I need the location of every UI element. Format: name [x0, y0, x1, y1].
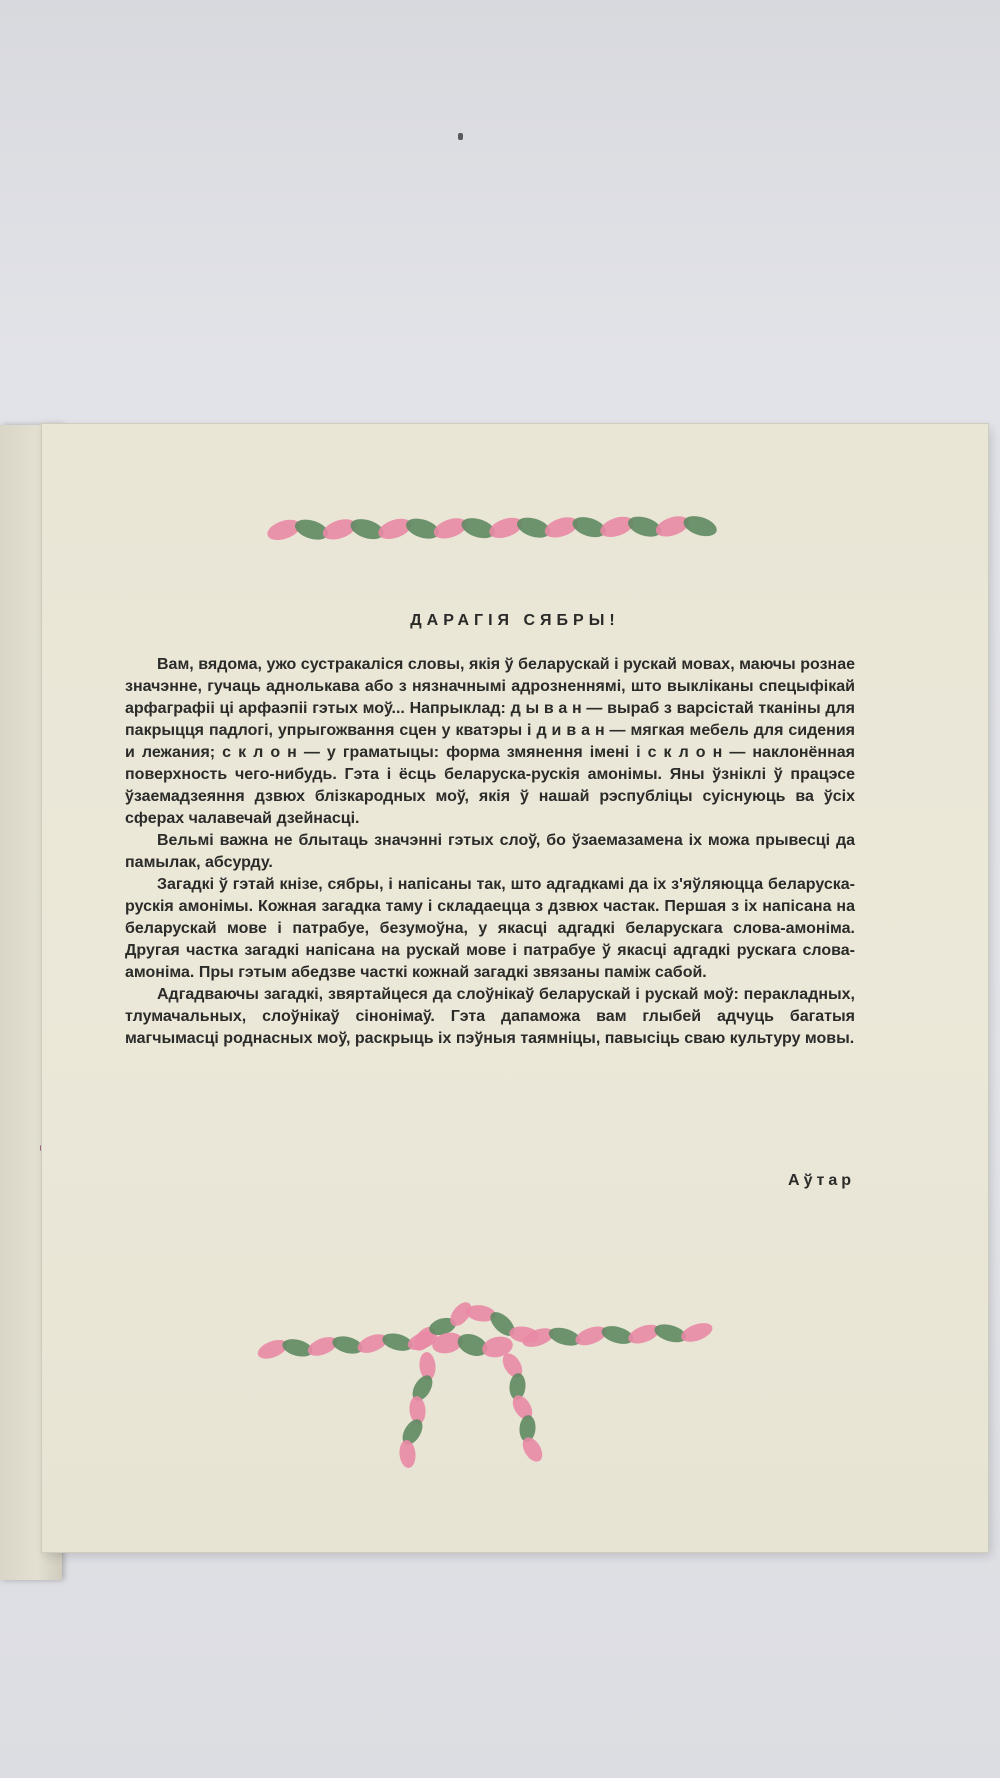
rope-segment [679, 1319, 715, 1345]
page-heading: ДАРАГІЯ СЯБРЫ! [410, 612, 620, 629]
rope-segment [681, 512, 719, 540]
rope-segment [398, 1439, 416, 1468]
rope-ornament-top [262, 510, 722, 546]
body-text [125, 654, 855, 1050]
paragraph-1: Вам, вядома, ужо сустракаліся словы, якія ў беларускай і рускай мовах, маючы рознае значэнне, гучаць аднолькава або з нязначнымі адрозненнямі, што выкліканы спецыфікай арфаграфіі ці арфаэпіі гэтых моў... Напрыклад: д ы в а н — выраб з варсістай тканіны для пакрыцця падлогі, упрыгожвання сцен у кватэры і д и в а н — мягкая мебель для сидения и лежания; с к л о н — у граматыцы: форма змянення імені і с к л о н — наклонённая поверхность чего-нибудь. Гэта і ёсць беларуска-рускія амонімы. Яны ўзніклі ў працэсе ўзаемадзеяння дзвюх блізкародных моў, якія ў нашай рэспубліцы суіснуюць ва ўсіх сферах чалавечай дзейнасці. [125, 656, 855, 827]
paragraph-3: Загадкі ў гэтай кнізе, сябры, і напісаны так, што адгадкамі да іх з'яўляюцца беларуска-рускія амонімы. Кожная загадка таму і складаецца з дзвюх частак. Першая з іх напісана на беларускай мове і патрабуе, безумоўна, у якасці адгадкі беларускага слова-амоніма. Другая частка загадкі напісана на рускай мове і патрабуе ў якасці адгадкі рускага слова-амоніма. Пры гэтым абедзве часткі кожнай загадкі звязаны паміж сабой. [125, 876, 855, 981]
paragraph-2: Вельмі важна не блытаць значэнні гэтых слоў, бо ўзаемазамена іх можа прывесці да памылак, абсурду. [125, 832, 855, 871]
rope-bow-ornament [255, 1300, 715, 1480]
background-speck [458, 133, 463, 140]
paragraph-4: Адгадваючы загадкі, звяртайцеся да слоўнікаў беларускай і рускай моў: перакладных, тлумачальных, слоўнікаў сінонімаў. Гэта дапаможа вам глыбей адчуць багатыя магчымасці роднасных моў, раскрыць іх пэўныя таямніцы, павысіць сваю культуру мовы. [125, 986, 855, 1047]
author-signature: Аўтар [788, 1172, 855, 1189]
